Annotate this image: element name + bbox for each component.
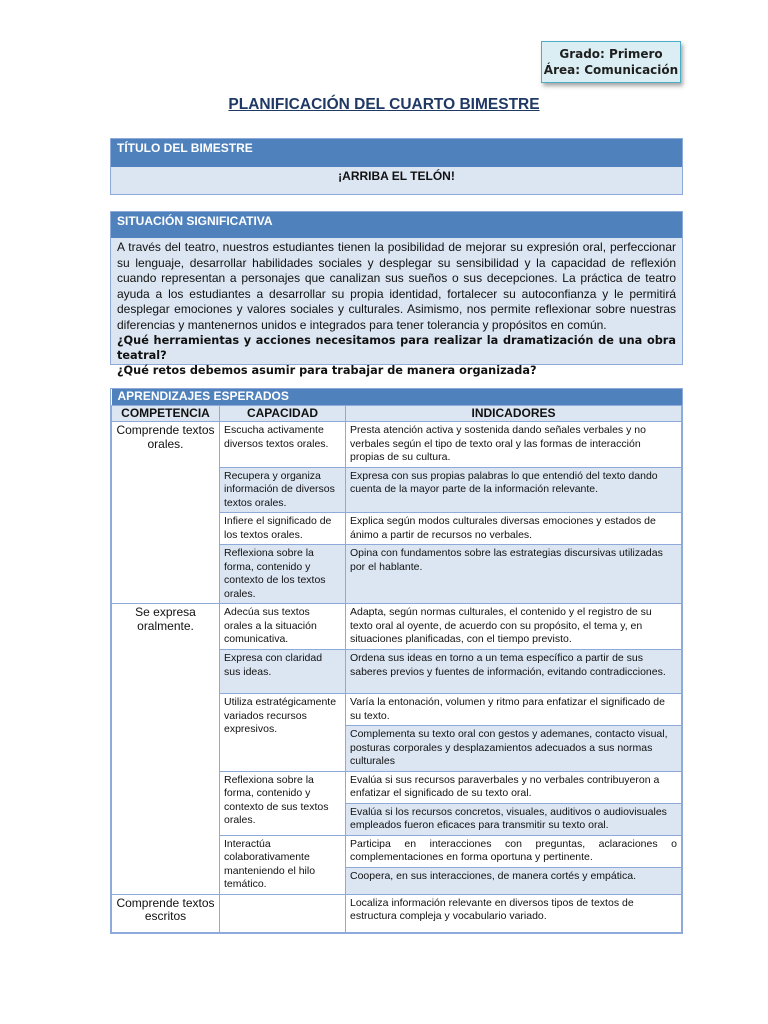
competencia-cell: Comprende textos orales. <box>112 422 220 604</box>
indicador-cell: Explica según modos culturales diversas emociones y estados de ánimo a partir de recursos no verbales. <box>346 513 682 545</box>
indicador-cell: Opina con fundamentos sobre las estrategias discursivas utilizadas por el hablante. <box>346 545 682 604</box>
table-row <box>112 604 682 650</box>
aprendizajes-header: APRENDIZAJES ESPERADOS <box>112 389 682 405</box>
indicador-cell: Ordena sus ideas en torno a un tema específico a partir de sus saberes previos y fuentes de información, evitando contradicciones. <box>346 650 682 694</box>
indicador-cell: Expresa con sus propias palabras lo que entendió del texto dando cuenta de la mayor parte de la información relevante. <box>346 467 682 513</box>
situacion-header: SITUACIÓN SIGNIFICATIVA <box>111 212 682 238</box>
indicador-cell: Evalúa si sus recursos paraverbales y no verbales contribuyeron a enfatizar el significado de su texto oral. <box>346 771 682 803</box>
indicador-cell: Participa en interacciones con preguntas, aclaraciones o complementaciones en forma oportuna y pertinente. <box>346 835 682 868</box>
capacidad-cell: Utiliza estratégicamente variados recursos expresivos. <box>220 694 346 772</box>
aprendizajes-section <box>110 388 683 934</box>
capacidad-cell: Reflexiona sobre la forma, contenido y contexto de sus textos orales. <box>220 771 346 835</box>
situacion-section <box>110 211 683 377</box>
capacidad-cell: Interactúa colaborativamente manteniendo el hilo temático. <box>220 835 346 894</box>
indicador-cell: Localiza información relevante en diversos tipos de textos de estructura compleja y vocabulario variado. <box>346 894 682 932</box>
capacidad-cell: Expresa con claridad sus ideas. <box>220 650 346 694</box>
indicador-cell: Adapta, según normas culturales, el contenido y el registro de su texto oral al oyente, de acuerdo con su propósito, el tema y, en situaciones planificadas, con el tiempo previsto. <box>346 604 682 650</box>
situacion-question-2: ¿Qué retos debemos asumir para trabajar de manera organizada? <box>117 364 537 377</box>
aprendizajes-table <box>111 389 682 933</box>
situacion-body <box>111 238 682 377</box>
competencia-cell: Se expresa oralmente. <box>112 604 220 895</box>
capacidad-cell: Infiere el significado de los textos orales. <box>220 513 346 545</box>
indicador-cell: Presta atención activa y sostenida dando señales verbales y no verbales según el tipo de texto oral y las formas de interacción propias de su cultura. <box>346 422 682 468</box>
page-title: PLANIFICACIÓN DEL CUARTO BIMESTRE <box>228 96 540 113</box>
titulo-header: TÍTULO DEL BIMESTRE <box>111 139 682 167</box>
indicador-cell: Coopera, en sus interacciones, de manera cortés y empática. <box>346 868 682 894</box>
titulo-section <box>110 138 683 195</box>
col-capacidad: CAPACIDAD <box>220 405 346 422</box>
table-row <box>112 422 682 468</box>
situacion-question-1: ¿Qué herramientas y acciones necesitamos para realizar la dramatización de una obra teatral? <box>117 334 676 362</box>
titulo-value: ¡ARRIBA EL TELÓN! <box>111 167 682 194</box>
col-indicadores: INDICADORES <box>346 405 682 422</box>
grade-area-box <box>541 41 681 83</box>
grade-label: Grado: Primero <box>559 47 663 61</box>
capacidad-cell: Adecúa sus textos orales a la situación comunicativa. <box>220 604 346 650</box>
table-row <box>112 894 682 932</box>
indicador-cell: Evalúa si los recursos concretos, visuales, auditivos o audiovisuales empleados fueron eficaces para transmitir su texto oral. <box>346 803 682 835</box>
column-headers-row <box>112 405 682 422</box>
capacidad-cell: Recupera y organiza información de diversos textos orales. <box>220 467 346 513</box>
area-label: Área: Comunicación <box>543 63 679 77</box>
capacidad-cell <box>220 894 346 932</box>
indicador-cell: Complementa su texto oral con gestos y ademanes, contacto visual, posturas corporales y desplazamientos adecuados a sus normas culturales <box>346 726 682 772</box>
capacidad-cell: Escucha activamente diversos textos orales. <box>220 422 346 468</box>
aprendizajes-header-row <box>112 389 682 405</box>
situacion-text: A través del teatro, nuestros estudiantes tienen la posibilidad de mejorar su expresión oral, perfeccionar su lenguaje, desarrollar habilidades sociales y desplegar su sensibilidad y la capacidad de reflexión cuando representan a personajes que canalizan sus sueños o sus decepciones. La práctica de teatro ayuda a los estudiantes a desarrollar su propia identidad, fortalecer su autoconfianza y le permitirá desplegar emociones y valores sociales y culturales. Asimismo, nos permite reflexionar sobre nuestras diferencias y mantenernos unidos e integrados para tener tolerancia y propósitos en común. <box>117 240 676 332</box>
col-competencia: COMPETENCIA <box>112 405 220 422</box>
competencia-cell: Comprende textos escritos <box>112 894 220 932</box>
indicador-cell: Varía la entonación, volumen y ritmo para enfatizar el significado de su texto. <box>346 694 682 726</box>
capacidad-cell: Reflexiona sobre la forma, contenido y contexto de los textos orales. <box>220 545 346 604</box>
